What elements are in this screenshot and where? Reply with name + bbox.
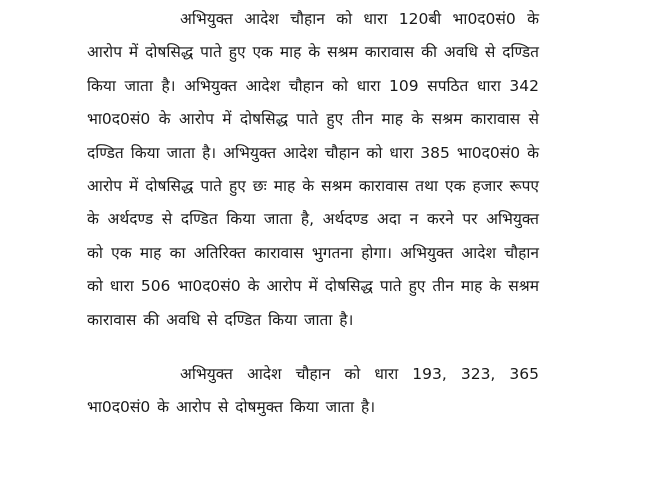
- sentencing-paragraph: अभियुक्त आदेश चौहान को धारा 120बी भा0द0सं0 के आरोप में दोषसिद्ध पाते हुए एक माह के सश्रम कारावास की अवधि से दण्डित किया जाता है। अभियुक्त आदेश चौहान को धारा 109 सपठित धारा 342 भा0द0सं0 के आरोप में दोषसिद्ध पाते हुए तीन माह के सश्रम कारावास से दण्डित किया जाता है। अभियुक्त आदेश चौहान को धारा 385 भा0द0सं0 के आरोप में दोषसिद्ध पाते हुए छः माह के सश्रम कारावास तथा एक हजार रूपए के अर्थदण्ड से दण्डित किया जाता है, अर्थदण्ड अदा न करने पर अभियुक्त को एक माह का अतिरिक्त कारावास भुगतना होगा। अभियुक्त आदेश चौहान को धारा 506 भा0द0सं0 के आरोप में दोषसिद्ध पाते हुए तीन माह के सश्रम कारावास की अवधि से दण्डित किया जाता है।: [87, 10, 539, 329]
- acquittal-paragraph: अभियुक्त आदेश चौहान को धारा 193, 323, 365 भा0द0सं0 के आरोप से दोषमुक्त किया जाता है।: [87, 365, 539, 417]
- document-page: [87, 3, 539, 425]
